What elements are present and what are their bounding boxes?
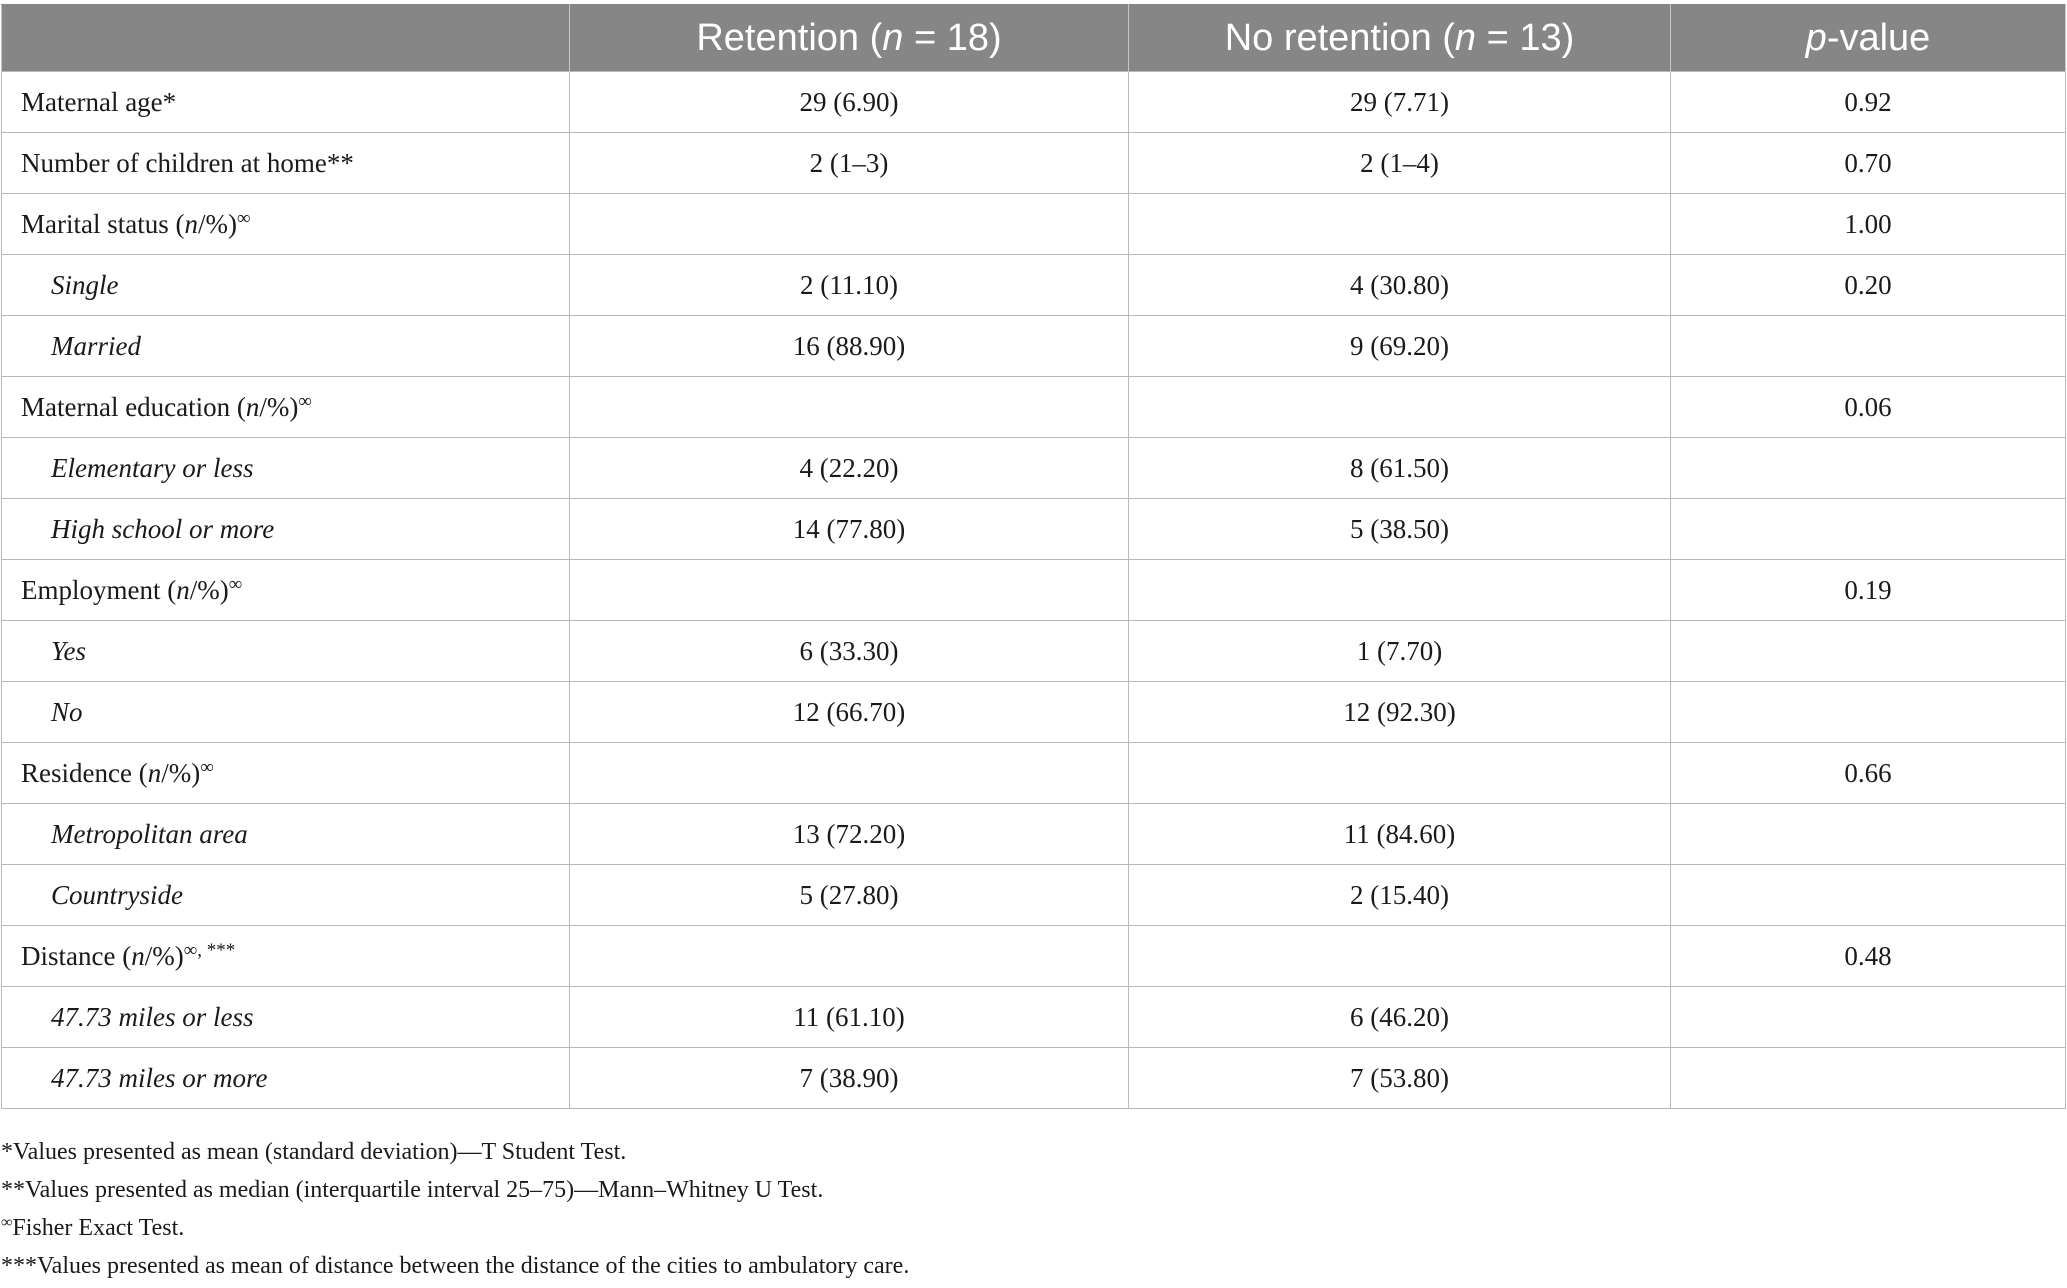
no-retention-cell: 4 (30.80): [1129, 255, 1671, 316]
retention-cell: [570, 377, 1129, 438]
row-label: 47.73 miles or less: [2, 987, 570, 1048]
p-value-cell: 0.48: [1671, 926, 2066, 987]
retention-cell: 13 (72.20): [570, 804, 1129, 865]
retention-cell: [570, 743, 1129, 804]
no-retention-cell: [1129, 743, 1671, 804]
p-value-cell: [1671, 987, 2066, 1048]
no-retention-cell: 12 (92.30): [1129, 682, 1671, 743]
table-row: [2, 499, 2066, 560]
retention-cell: 2 (11.10): [570, 255, 1129, 316]
header-variable: [2, 5, 570, 72]
table-row: [2, 987, 2066, 1048]
retention-cell: 16 (88.90): [570, 316, 1129, 377]
results-table-container: [1, 4, 2065, 1109]
table-row: [2, 926, 2066, 987]
table-row: [2, 1048, 2066, 1109]
retention-cell: 11 (61.10): [570, 987, 1129, 1048]
table-row: [2, 72, 2066, 133]
no-retention-cell: 8 (61.50): [1129, 438, 1671, 499]
retention-cell: 14 (77.80): [570, 499, 1129, 560]
footnote-median: **Values presented as median (interquartile interval 25–75)—Mann–Whitney U Test.: [1, 1177, 824, 1203]
row-label: Employment (n/%)∞: [2, 560, 570, 621]
table-row: [2, 621, 2066, 682]
row-label: Maternal education (n/%)∞: [2, 377, 570, 438]
table-row: [2, 377, 2066, 438]
p-value-cell: 0.19: [1671, 560, 2066, 621]
table-row: [2, 194, 2066, 255]
row-label: Metropolitan area: [2, 804, 570, 865]
table-row: [2, 743, 2066, 804]
table-footnotes: [1, 1133, 909, 1285]
retention-cell: [570, 194, 1129, 255]
p-value-cell: [1671, 499, 2066, 560]
p-value-cell: 0.20: [1671, 255, 2066, 316]
row-label: Number of children at home**: [2, 133, 570, 194]
retention-cell: [570, 560, 1129, 621]
p-value-cell: 0.06: [1671, 377, 2066, 438]
table-row: [2, 133, 2066, 194]
row-label: Maternal age*: [2, 72, 570, 133]
row-label: Married: [2, 316, 570, 377]
header-p-value: p-value: [1671, 5, 2066, 72]
no-retention-cell: 1 (7.70): [1129, 621, 1671, 682]
p-value-cell: [1671, 804, 2066, 865]
no-retention-cell: 11 (84.60): [1129, 804, 1671, 865]
p-value-cell: [1671, 621, 2066, 682]
row-label: No: [2, 682, 570, 743]
table-row: [2, 560, 2066, 621]
retention-cell: 29 (6.90): [570, 72, 1129, 133]
row-label: Marital status (n/%)∞: [2, 194, 570, 255]
results-table: [1, 4, 2066, 1109]
p-value-cell: 0.92: [1671, 72, 2066, 133]
retention-cell: 5 (27.80): [570, 865, 1129, 926]
no-retention-cell: 2 (15.40): [1129, 865, 1671, 926]
footnote-marker: ∞: [1, 1214, 13, 1231]
row-label: Distance (n/%)∞, ***: [2, 926, 570, 987]
table-row: [2, 682, 2066, 743]
retention-cell: 7 (38.90): [570, 1048, 1129, 1109]
p-value-cell: [1671, 438, 2066, 499]
p-value-cell: [1671, 682, 2066, 743]
row-label: High school or more: [2, 499, 570, 560]
p-value-cell: 1.00: [1671, 194, 2066, 255]
row-label: Single: [2, 255, 570, 316]
no-retention-cell: 9 (69.20): [1129, 316, 1671, 377]
table-row: [2, 255, 2066, 316]
no-retention-cell: [1129, 560, 1671, 621]
row-label: 47.73 miles or more: [2, 1048, 570, 1109]
table-row: [2, 438, 2066, 499]
row-label: Countryside: [2, 865, 570, 926]
no-retention-cell: 7 (53.80): [1129, 1048, 1671, 1109]
footnote-distance: ***Values presented as mean of distance between the distance of the cities to ambulatory care.: [1, 1253, 910, 1279]
p-value-cell: [1671, 316, 2066, 377]
p-value-cell: 0.66: [1671, 743, 2066, 804]
retention-cell: 4 (22.20): [570, 438, 1129, 499]
p-value-cell: [1671, 1048, 2066, 1109]
retention-cell: 2 (1–3): [570, 133, 1129, 194]
footnote-fisher: ∞Fisher Exact Test.: [1, 1214, 185, 1241]
retention-cell: [570, 926, 1129, 987]
table-row: [2, 865, 2066, 926]
row-label: Yes: [2, 621, 570, 682]
table-header-row: [2, 5, 2066, 72]
row-label: Elementary or less: [2, 438, 570, 499]
retention-cell: 6 (33.30): [570, 621, 1129, 682]
no-retention-cell: [1129, 194, 1671, 255]
no-retention-cell: 2 (1–4): [1129, 133, 1671, 194]
no-retention-cell: 6 (46.20): [1129, 987, 1671, 1048]
p-value-cell: [1671, 865, 2066, 926]
no-retention-cell: [1129, 926, 1671, 987]
no-retention-cell: 5 (38.50): [1129, 499, 1671, 560]
retention-cell: 12 (66.70): [570, 682, 1129, 743]
header-retention: Retention (n = 18): [570, 5, 1129, 72]
p-value-cell: 0.70: [1671, 133, 2066, 194]
row-label: Residence (n/%)∞: [2, 743, 570, 804]
table-row: [2, 316, 2066, 377]
footnote-mean: *Values presented as mean (standard deviation)—T Student Test.: [1, 1139, 627, 1165]
table-row: [2, 804, 2066, 865]
no-retention-cell: [1129, 377, 1671, 438]
no-retention-cell: 29 (7.71): [1129, 72, 1671, 133]
header-no-retention: No retention (n = 13): [1129, 5, 1671, 72]
